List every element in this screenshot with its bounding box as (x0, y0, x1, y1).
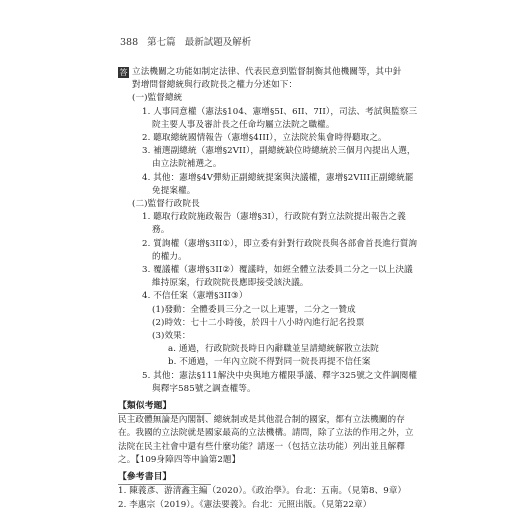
effect-item: a. 通過，行政院院長時日內辭職並呈請總統解散立法院 (168, 344, 379, 355)
part2-effects (118, 343, 418, 369)
part2-item: 1. 聽取行政院施政報告（憲增§3I），行政院有對立法院提出報告之義務。 (142, 212, 406, 236)
references-list (118, 485, 418, 511)
part2-list (118, 211, 418, 303)
header-title: 最新試題及解析 (184, 37, 252, 48)
main-content (118, 66, 418, 512)
page-header (120, 34, 257, 48)
part2-subitem: (1)發動：全體委員三分之一以上連署，二分之一贊成 (152, 304, 356, 315)
part2-subitem: (2)時效：七十二小時後，於四十八小時內進行記名投票 (152, 317, 365, 328)
part1-item: 1. 人事同意權（憲法§104、憲增§5I、6II、7II），司法、考試與監察三院主要人事及審計長之任命均屬立法院之職權。 (142, 106, 418, 130)
part2-last (118, 370, 418, 396)
part2-heading: (二)監督行政院長 (132, 199, 200, 210)
answer-intro-line2: 對增問督總統與行政院長之權力分述如下： (132, 80, 298, 91)
part1-item: 4. 其他：憲增§4V彈劾正副總統提案與決議權，憲增§2VIII正副總統罷免提案權。 (142, 172, 414, 196)
part2-item: 4. 不信任案（憲增§3II③） (142, 291, 248, 302)
part2-item: 2. 質詢權（憲增§3II①），即立委有針對行政院長與各部會首長進行質詢的權力。 (142, 238, 418, 262)
similar-text: 民主政體無論是內閣制、總統制或是其他混合制的國家，都有立法機關的存在。我國的立法院就是國家最高的立法機構。請問，除了立法的作用之外，立法院在民主社會中還有些什麼功能？請逐一（包括立法功能）列出並且解釋之。【109身障四等申論第2題】 (118, 415, 414, 465)
part1-item: 3. 補選副總統（憲增§2VII），副總統缺位時總統於三個月內提出人選，由立法院補選之。 (142, 146, 416, 170)
part1-item: 2. 聽取總統國情報告（憲增§4III），立法院於集會時得聽取之。 (142, 133, 387, 144)
reference-item: 1. 陳義彥、游清鑫主編（2020）。《政治學》。台北：五南。（見第8、9章） (118, 486, 407, 497)
part2-sublist (118, 304, 418, 344)
part1-list (118, 106, 418, 198)
part1-heading: (一)監督總統 (132, 93, 183, 104)
part2-item: 5. 其他：憲法§111解決中央與地方權限爭議、釋字325號之文件調閱權與釋字585號之調查權等。 (142, 370, 418, 394)
effect-item: b. 不通過，一年內立院不得對同一院長再提不信任案 (168, 357, 371, 368)
references-title: 【參考書目】 (118, 471, 211, 485)
answer-intro-line1: 立法機關之功能如制定法律、代表民意到監督制衡其他機關等，其中針 (132, 67, 402, 77)
similar-title: 【類似考題】 (118, 400, 211, 414)
header-section: 第七篇 (147, 37, 176, 48)
part2-subitem: (3)效果： (152, 331, 191, 342)
answer-block (118, 66, 418, 92)
part2-item: 3. 覆議權（憲增§3II②）覆議時，如經全體立法委員二分之一以上決議維持原案，行政院院長應即接受該決議。 (142, 265, 413, 289)
page-number: 388 (120, 37, 139, 48)
answer-badge: 答 (119, 68, 128, 77)
reference-item: 2. 李惠宗（2019）。《憲法要義》。台北：元照出版。（見第22章） (118, 499, 372, 510)
